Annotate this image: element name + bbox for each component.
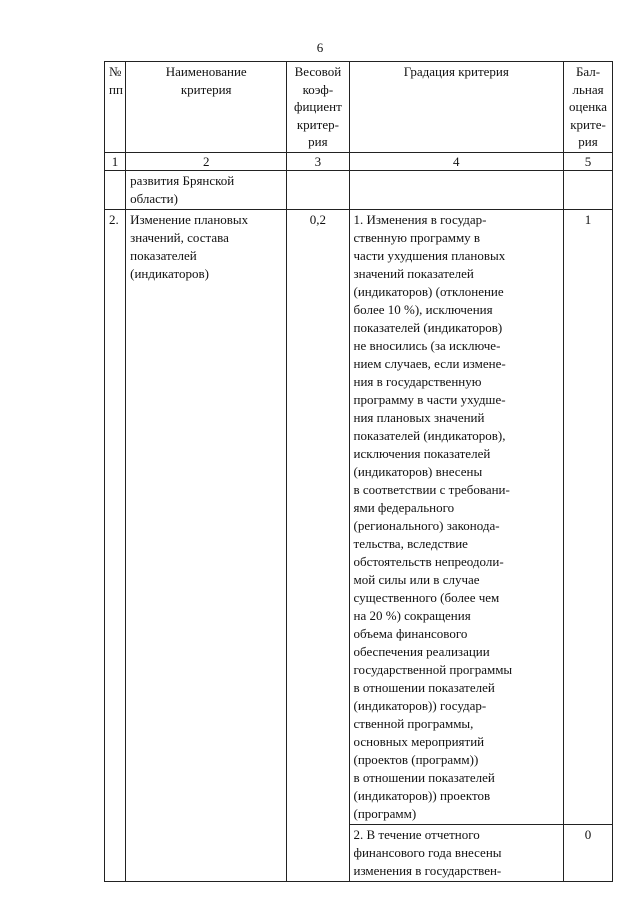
- header-score: Бал- льная оценка крите- рия: [564, 62, 613, 153]
- header-gradation: Градация критерия: [349, 62, 564, 153]
- table-row-continuation: [105, 170, 613, 209]
- column-number: 2: [126, 152, 287, 170]
- column-number: 4: [349, 152, 564, 170]
- column-number: 3: [287, 152, 349, 170]
- criterion-weight: 0,2: [287, 209, 349, 881]
- header-number: № пп: [105, 62, 126, 153]
- column-numbers-row: [105, 152, 613, 170]
- criteria-table: [104, 61, 613, 882]
- score-2: 0: [564, 824, 613, 881]
- criterion-number: 2.: [105, 209, 126, 881]
- score-1: 1: [564, 209, 613, 824]
- column-number: 1: [105, 152, 126, 170]
- header-criterion-name: Наименование критерия: [126, 62, 287, 153]
- column-number: 5: [564, 152, 613, 170]
- criterion-name: Изменение плановых значений, состава показателей (индикаторов): [126, 209, 287, 881]
- page-number: 6: [316, 40, 324, 55]
- gradation-2: 2. В течение отчетного финансового года внесены изменения в государствен-: [349, 824, 564, 881]
- criterion-name-continuation: развития Брянской области): [126, 170, 287, 209]
- table-header-row: [105, 62, 613, 153]
- table-row-criterion-2: [105, 209, 613, 824]
- gradation-1: 1. Изменения в государ- ственную программу в части ухудшения плановых значений показателей (индикаторов) (отклонение более 10 %), исключения показателей (индикаторов) не вносились (за исключе- нием случаев, если измене- ния в государственную программу в части ухудше- ния плановых значений показателей (индикаторов), исключения показателей (индикаторов) внесены в соответствии с требовани- ями федерального (регионального) законода- тельства, вследствие обстоятельств непреодоли- мой силы или в случае существенного (более чем на 20 %) сокращения объема финансового обеспечения реализации государственной программы в отношении показателей (индикаторов)) государ- ственной программы, основных мероприятий (проектов (программ)) в отношении показателей (индикаторов)) проектов (программ): [349, 209, 564, 824]
- header-weight: Весовой коэф- фициент критер- рия: [287, 62, 349, 153]
